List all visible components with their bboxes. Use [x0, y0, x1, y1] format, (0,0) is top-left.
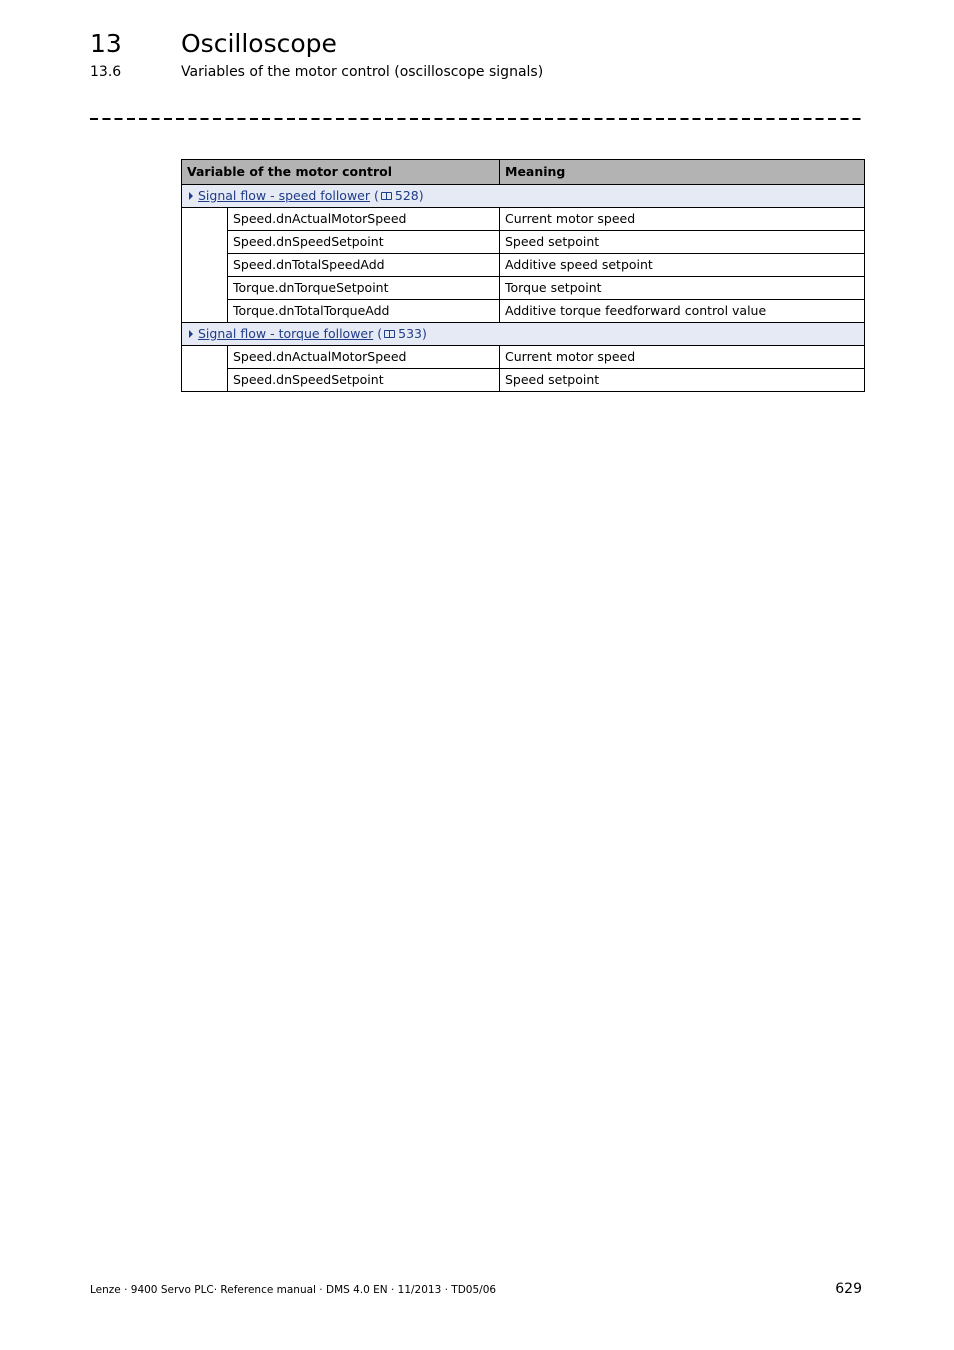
table-row [182, 300, 865, 323]
group-cell [182, 323, 865, 346]
indent-cell [182, 346, 228, 392]
variable-cell: Speed.dnTotalSpeedAdd [228, 254, 500, 277]
arrow-right-icon [189, 192, 193, 200]
page-reference-number: 528 [394, 188, 419, 203]
page-reference[interactable]: ( 528) [374, 188, 424, 203]
meaning-cell: Speed setpoint [500, 369, 865, 392]
meaning-cell: Current motor speed [500, 346, 865, 369]
indent-cell [182, 208, 228, 323]
variable-cell: Speed.dnActualMotorSpeed [228, 346, 500, 369]
meaning-cell: Additive torque feedforward control value [500, 300, 865, 323]
variable-cell: Speed.dnSpeedSetpoint [228, 369, 500, 392]
meaning-cell: Torque setpoint [500, 277, 865, 300]
table-header-row [182, 160, 865, 185]
variable-cell: Torque.dnTorqueSetpoint [228, 277, 500, 300]
link-signal-flow-speed-follower[interactable]: Signal flow - speed follower [198, 188, 371, 203]
section-number: 13.6 [90, 64, 122, 80]
page-reference[interactable]: ( 533) [377, 326, 427, 341]
table-row [182, 231, 865, 254]
group-row-torque-follower [182, 323, 865, 346]
section-title: Variables of the motor control (oscilloscope signals) [181, 64, 544, 80]
variable-cell: Speed.dnActualMotorSpeed [228, 208, 500, 231]
dashed-divider [90, 118, 862, 120]
meaning-cell: Additive speed setpoint [500, 254, 865, 277]
chapter-title: Oscilloscope [181, 29, 337, 58]
table-row [182, 208, 865, 231]
table-row [182, 254, 865, 277]
meaning-cell: Current motor speed [500, 208, 865, 231]
table-row [182, 346, 865, 369]
arrow-right-icon [189, 330, 193, 338]
book-icon [384, 330, 395, 338]
variable-cell: Speed.dnSpeedSetpoint [228, 231, 500, 254]
book-icon [381, 192, 392, 200]
table-row [182, 277, 865, 300]
signals-table [181, 159, 865, 392]
column-header-meaning: Meaning [500, 160, 865, 185]
meaning-cell: Speed setpoint [500, 231, 865, 254]
group-row-speed-follower [182, 185, 865, 208]
table-row [182, 369, 865, 392]
variable-cell: Torque.dnTotalTorqueAdd [228, 300, 500, 323]
page-number: 629 [835, 1281, 862, 1297]
chapter-number: 13 [90, 29, 122, 58]
column-header-variable: Variable of the motor control [182, 160, 500, 185]
link-signal-flow-torque-follower[interactable]: Signal flow - torque follower [198, 326, 374, 341]
footer-document-info: Lenze · 9400 Servo PLC· Reference manual · DMS 4.0 EN · 11/2013 · TD05/06 [90, 1284, 497, 1296]
group-cell [182, 185, 865, 208]
page-reference-number: 533 [398, 326, 422, 341]
